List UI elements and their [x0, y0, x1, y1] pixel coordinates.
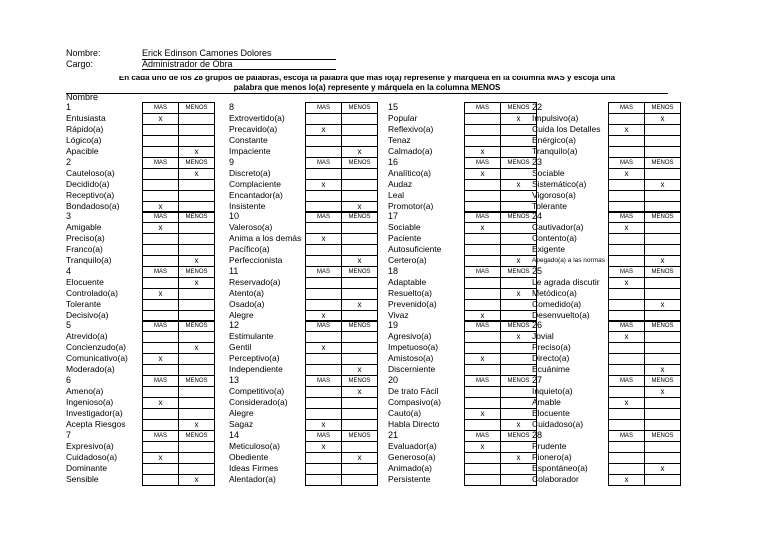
word-label: Cuidadoso(a) — [66, 451, 118, 462]
word-label: Colaborador — [532, 473, 579, 484]
word-label: Leal — [388, 189, 405, 200]
menos-checkbox-cell[interactable]: x — [644, 255, 681, 267]
word-label: Encantador(a) — [229, 189, 283, 200]
menos-column-header: MENOS — [341, 320, 378, 332]
word-label: Vivaz — [388, 309, 409, 320]
word-label: Impaciente — [229, 146, 271, 156]
mas-checkbox-cell[interactable] — [142, 474, 179, 486]
word-label: Exigente — [532, 244, 566, 255]
mas-checkbox-cell[interactable]: x — [305, 124, 342, 136]
word-label: Sociable — [532, 167, 565, 178]
word-label: Desenvuelto(a) — [532, 309, 590, 320]
word-label: Ecuánime — [532, 364, 570, 375]
menos-checkbox-cell[interactable]: x — [341, 386, 378, 398]
word-label: Considerado(a) — [229, 397, 288, 407]
nombre-heading: Nombre — [66, 92, 99, 102]
menos-column-header: MENOS — [644, 157, 681, 169]
mas-column-header: MAS — [608, 157, 645, 169]
mas-checkbox-cell[interactable]: x — [305, 419, 342, 431]
word-label: Perfeccionista — [229, 255, 283, 266]
word-label: Acepta Riesgos — [66, 419, 126, 429]
menos-checkbox-cell[interactable]: x — [178, 419, 215, 431]
word-label: Pionero(a) — [532, 451, 572, 462]
word-label: Directo(a) — [532, 353, 570, 364]
word-label: Ameno(a) — [66, 386, 104, 396]
word-label: Prudente — [532, 440, 567, 451]
menos-checkbox-cell[interactable]: x — [500, 288, 537, 300]
mas-checkbox-cell[interactable]: x — [142, 222, 179, 234]
mas-column-header: MAS — [305, 266, 342, 278]
word-label: Pacífico(a) — [229, 244, 270, 255]
instructions-line-1: En cada uno de los 28 grupos de palabras, escoja la palabra que más lo(a) represente y márquela en la columna MAS y escoja una — [118, 76, 616, 82]
group-number: 22 — [532, 102, 543, 112]
mas-checkbox-cell[interactable]: x — [142, 353, 179, 365]
menos-column-header: MENOS — [644, 320, 681, 332]
menos-column-header: MENOS — [644, 211, 681, 223]
menos-checkbox-cell[interactable]: x — [178, 255, 215, 267]
word-label: Competitivo(a) — [229, 386, 285, 396]
mas-checkbox-cell[interactable]: x — [305, 441, 342, 453]
word-label: Elocuente — [532, 408, 570, 418]
word-label: Elocuente — [66, 276, 104, 287]
word-label: Promotor(a) — [388, 200, 434, 211]
group-number: 13 — [229, 375, 240, 385]
word-label: Entusiasta — [66, 113, 106, 123]
word-label: Compasivo(a) — [388, 397, 441, 407]
menos-checkbox-cell[interactable] — [341, 474, 378, 486]
mas-column-header: MAS — [464, 102, 501, 114]
group-number: 19 — [388, 320, 399, 331]
nombre-value: Erick Edinson Camones Dolores — [142, 48, 272, 58]
menos-checkbox-cell[interactable]: x — [178, 168, 215, 180]
mas-checkbox-cell[interactable]: x — [142, 452, 179, 464]
menos-column-header: MENOS — [500, 157, 537, 169]
word-label: Cauteloso(a) — [66, 167, 115, 178]
word-label: Discerniente — [388, 364, 436, 375]
menos-column-header: MENOS — [341, 375, 378, 387]
word-label: Impulsivo(a) — [532, 113, 579, 123]
mas-column-header: MAS — [305, 102, 342, 114]
menos-column-header: MENOS — [341, 157, 378, 169]
menos-checkbox-cell[interactable]: x — [341, 299, 378, 311]
menos-checkbox-cell[interactable]: x — [341, 201, 378, 213]
group-number: 23 — [532, 156, 543, 167]
mas-checkbox-cell[interactable]: x — [142, 397, 179, 409]
word-label: Popular — [388, 113, 418, 123]
mas-checkbox-cell[interactable]: x — [305, 342, 342, 354]
word-label: Obediente — [229, 451, 269, 462]
group-number: 25 — [532, 265, 543, 276]
group-number: 20 — [388, 375, 399, 385]
menos-checkbox-cell[interactable]: x — [178, 277, 215, 289]
group-number: 11 — [229, 265, 239, 276]
group-number: 14 — [229, 429, 240, 440]
mas-column-header: MAS — [608, 320, 645, 332]
group-number: 2 — [66, 156, 72, 167]
menos-checkbox-cell[interactable]: x — [178, 146, 215, 158]
mas-column-header: MAS — [305, 375, 342, 387]
group-number: 7 — [66, 429, 72, 440]
word-label: Impetuoso(a) — [388, 342, 439, 353]
menos-checkbox-cell[interactable]: x — [341, 255, 378, 267]
word-label: Alegre — [229, 309, 254, 320]
mas-column-header: MAS — [142, 375, 179, 387]
group-number: 24 — [532, 211, 543, 222]
mas-column-header: MAS — [608, 102, 645, 114]
group-number: 18 — [388, 265, 399, 276]
word-label: Precavido(a) — [229, 124, 278, 134]
cargo-label: Cargo: — [66, 59, 94, 69]
word-label: Contento(a) — [532, 233, 577, 244]
word-label: Receptivo(a) — [66, 189, 115, 200]
word-label: Amable — [532, 397, 561, 407]
group-number: 8 — [229, 102, 235, 112]
word-label: Independiente — [229, 364, 283, 375]
mas-column-header: MAS — [464, 430, 501, 442]
word-label: Animado(a) — [388, 462, 432, 473]
word-label: Amigable — [66, 222, 102, 233]
menos-checkbox-cell[interactable]: x — [178, 342, 215, 354]
menos-column-header: MENOS — [644, 375, 681, 387]
menos-checkbox-cell[interactable]: x — [500, 419, 537, 431]
word-label: Constante — [229, 135, 268, 145]
word-label: Discreto(a) — [229, 167, 271, 178]
mas-checkbox-cell[interactable]: x — [142, 201, 179, 213]
group-number: 6 — [66, 375, 72, 385]
group-number: 12 — [229, 320, 240, 331]
group-number: 15 — [388, 102, 399, 112]
word-label: Insistente — [229, 200, 266, 211]
group-number: 16 — [388, 156, 399, 167]
menos-column-header: MENOS — [500, 375, 537, 387]
group-number: 5 — [66, 320, 72, 331]
menos-checkbox-cell[interactable]: x — [500, 113, 537, 125]
word-label: Agresivo(a) — [388, 331, 432, 342]
menos-column-header: MENOS — [341, 211, 378, 223]
menos-checkbox-cell[interactable]: x — [500, 331, 537, 343]
word-label: Ingenioso(a) — [66, 397, 114, 407]
word-label: Anima a los demás — [229, 233, 302, 244]
menos-checkbox-cell[interactable]: x — [341, 364, 378, 376]
menos-column-header: MENOS — [500, 102, 537, 114]
word-label: Atento(a) — [229, 287, 264, 298]
mas-column-header: MAS — [464, 211, 501, 223]
word-label: Meticuloso(a) — [229, 440, 281, 451]
mas-column-header: MAS — [608, 266, 645, 278]
mas-checkbox-cell[interactable]: x — [142, 288, 179, 300]
word-label: Analítico(a) — [388, 167, 431, 178]
group-number: 1 — [66, 102, 72, 112]
mas-column-header: MAS — [142, 211, 179, 223]
word-label: Investigador(a) — [66, 408, 123, 418]
word-label: Perceptivo(a) — [229, 353, 280, 364]
menos-column-header: MENOS — [644, 266, 681, 278]
mas-column-header: MAS — [464, 157, 501, 169]
word-label: Resuelto(a) — [388, 287, 432, 298]
mas-column-header: MAS — [142, 157, 179, 169]
menos-checkbox-cell[interactable]: x — [341, 452, 378, 464]
mas-checkbox-cell[interactable]: x — [464, 408, 501, 420]
mas-checkbox-cell[interactable]: x — [464, 222, 501, 234]
mas-checkbox-cell[interactable]: x — [305, 310, 342, 322]
word-label: Rápido(a) — [66, 124, 104, 134]
word-label: De trato Fácil — [388, 386, 439, 396]
word-label: Tranquilo(a) — [66, 255, 112, 266]
word-label: Apacible — [66, 146, 99, 156]
menos-checkbox-cell[interactable] — [644, 474, 681, 486]
word-label: Sociable — [388, 222, 421, 233]
menos-checkbox-cell[interactable]: x — [644, 463, 681, 475]
word-label: Atrevido(a) — [66, 331, 108, 342]
word-label: Sagaz — [229, 419, 254, 429]
mas-column-header: MAS — [305, 320, 342, 332]
word-label: Jovial — [532, 331, 554, 342]
word-label: Expresivo(a) — [66, 440, 114, 451]
cargo-underline — [142, 69, 336, 70]
menos-checkbox-cell[interactable]: x — [500, 452, 537, 464]
word-label: Cuida los Detalles — [532, 124, 601, 134]
mas-column-header: MAS — [608, 211, 645, 223]
word-label: Alegre — [229, 408, 254, 418]
mas-checkbox-cell[interactable]: x — [608, 397, 645, 409]
mas-checkbox-cell[interactable]: x — [464, 310, 501, 322]
word-label: Prevenido(a) — [388, 298, 437, 309]
mas-checkbox-cell[interactable]: x — [608, 331, 645, 343]
word-label: Enérgico(a) — [532, 135, 576, 145]
menos-column-header: MENOS — [500, 320, 537, 332]
word-label: Ideas Firmes — [229, 462, 279, 473]
word-label: Estimulante — [229, 331, 274, 342]
word-label: Dominante — [66, 462, 108, 473]
mas-column-header: MAS — [142, 102, 179, 114]
word-label: Certero(a) — [388, 255, 427, 266]
word-label: Preciso(a) — [66, 233, 105, 244]
menos-column-header: MENOS — [341, 266, 378, 278]
word-label: Audaz — [388, 178, 413, 189]
menos-column-header: MENOS — [178, 266, 215, 278]
menos-checkbox-cell[interactable]: x — [644, 113, 681, 125]
word-label: Reflexivo(a) — [388, 124, 434, 134]
word-label: Osado(a) — [229, 298, 265, 309]
mas-column-header: MAS — [305, 211, 342, 223]
mas-column-header: MAS — [305, 430, 342, 442]
group-number: 21 — [388, 429, 399, 440]
menos-column-header: MENOS — [178, 211, 215, 223]
word-label: Bondadoso(a) — [66, 200, 120, 211]
menos-column-header: MENOS — [500, 211, 537, 223]
menos-column-header: MENOS — [500, 430, 537, 442]
mas-checkbox-cell[interactable]: x — [464, 168, 501, 180]
group-number: 9 — [229, 156, 235, 167]
word-label: Lógico(a) — [66, 135, 102, 145]
word-label: Espontáneo(a) — [532, 462, 588, 473]
mas-column-header: MAS — [608, 375, 645, 387]
word-label: Tolerante — [532, 200, 567, 211]
group-number: 26 — [532, 320, 543, 331]
word-label: Tolerante — [66, 298, 101, 309]
word-label: Preciso(a) — [532, 342, 571, 353]
mas-column-header: MAS — [464, 266, 501, 278]
mas-checkbox-cell[interactable] — [464, 474, 501, 486]
word-label: Extrovertido(a) — [229, 113, 285, 123]
menos-checkbox-cell[interactable]: x — [644, 299, 681, 311]
word-label: Alentador(a) — [229, 473, 276, 484]
word-label: Amistoso(a) — [388, 353, 434, 364]
menos-column-header: MENOS — [178, 430, 215, 442]
word-label: Comedido(a) — [532, 298, 582, 309]
menos-column-header: MENOS — [178, 157, 215, 169]
mas-checkbox-cell[interactable]: x — [608, 222, 645, 234]
menos-checkbox-cell[interactable]: x — [341, 146, 378, 158]
word-label: Concienzudo(a) — [66, 342, 127, 353]
mas-checkbox-cell[interactable]: x — [608, 124, 645, 136]
mas-checkbox-cell[interactable] — [305, 474, 342, 486]
word-label: Inquieto(a) — [532, 386, 573, 396]
word-label: Tranquilo(a) — [532, 146, 578, 156]
word-label: Cauto(a) — [388, 408, 422, 418]
mas-column-header: MAS — [142, 320, 179, 332]
instructions-block — [66, 76, 668, 94]
group-number: 17 — [388, 211, 399, 222]
menos-column-header: MENOS — [500, 266, 537, 278]
mas-column-header: MAS — [464, 375, 501, 387]
mas-column-header: MAS — [464, 320, 501, 332]
menos-column-header: MENOS — [644, 430, 681, 442]
instructions-rule — [66, 93, 668, 94]
word-label: Persistente — [388, 473, 431, 484]
word-label: Metódico(a) — [532, 287, 577, 298]
word-label: Apegado(a) a las normas — [532, 257, 605, 265]
menos-checkbox-cell[interactable]: x — [500, 255, 537, 267]
word-label: Generoso(a) — [388, 451, 436, 462]
word-label: Reservado(a) — [229, 276, 281, 287]
menos-checkbox-cell[interactable]: x — [178, 474, 215, 486]
mas-checkbox-cell[interactable]: x — [608, 168, 645, 180]
menos-column-header: MENOS — [178, 320, 215, 332]
cargo-value: Administrador de Obra — [142, 59, 233, 69]
menos-column-header: MENOS — [341, 102, 378, 114]
mas-column-header: MAS — [608, 430, 645, 442]
mas-checkbox-cell[interactable]: x — [464, 146, 501, 158]
group-number: 10 — [229, 211, 240, 222]
word-label: Sistemático(a) — [532, 178, 587, 189]
menos-checkbox-cell[interactable]: x — [644, 364, 681, 376]
menos-column-header: MENOS — [644, 102, 681, 114]
word-label: Tenaz — [388, 135, 411, 145]
word-label: Controlado(a) — [66, 287, 118, 298]
instructions-line-2: palabra que menos lo(a) represente y márquela en la columna MENOS — [233, 83, 501, 92]
mas-column-header: MAS — [142, 266, 179, 278]
word-label: Cuidadoso(a) — [532, 419, 584, 429]
menos-column-header: MENOS — [178, 375, 215, 387]
group-number: 28 — [532, 429, 543, 440]
mas-checkbox-cell[interactable]: x — [142, 113, 179, 125]
mas-column-header: MAS — [305, 157, 342, 169]
word-label: Valeroso(a) — [229, 222, 273, 233]
mas-checkbox-cell[interactable]: x — [305, 233, 342, 245]
mas-checkbox-cell[interactable]: x — [305, 179, 342, 191]
word-label: Complaciente — [229, 178, 281, 189]
mas-checkbox-cell[interactable]: x — [608, 277, 645, 289]
word-label: Comunicativo(a) — [66, 353, 128, 364]
word-label: Sensible — [66, 473, 99, 484]
word-label: Cautivador(a) — [532, 222, 584, 233]
word-label: Vigoroso(a) — [532, 189, 576, 200]
word-label: Gentil — [229, 342, 252, 353]
word-label: Le agrada discutir — [532, 276, 600, 287]
mas-checkbox-cell[interactable]: x — [464, 441, 501, 453]
menos-checkbox-cell[interactable]: x — [500, 179, 537, 191]
mas-checkbox-cell[interactable]: x — [464, 353, 501, 365]
group-number: 27 — [532, 375, 543, 385]
nombre-label: Nombre: — [66, 48, 101, 58]
group-number: 4 — [66, 265, 72, 276]
menos-column-header: MENOS — [341, 430, 378, 442]
word-label: Evaluador(a) — [388, 440, 437, 451]
menos-checkbox-cell[interactable]: x — [644, 386, 681, 398]
word-label: Adaptable — [388, 276, 427, 287]
menos-column-header: MENOS — [178, 102, 215, 114]
mas-column-header: MAS — [142, 430, 179, 442]
word-label: Habla Directo — [388, 419, 440, 429]
mas-checkbox-cell[interactable]: x — [608, 474, 645, 486]
menos-checkbox-cell[interactable]: x — [644, 179, 681, 191]
group-number: 3 — [66, 211, 72, 222]
word-label: Calmado(a) — [388, 146, 433, 156]
word-label: Paciente — [388, 233, 422, 244]
word-label: Decidido(a) — [66, 178, 110, 189]
word-label: Autosuficiente — [388, 244, 442, 255]
word-label: Decisivo(a) — [66, 309, 109, 320]
word-label: Moderado(a) — [66, 364, 115, 375]
word-label: Franco(a) — [66, 244, 103, 255]
